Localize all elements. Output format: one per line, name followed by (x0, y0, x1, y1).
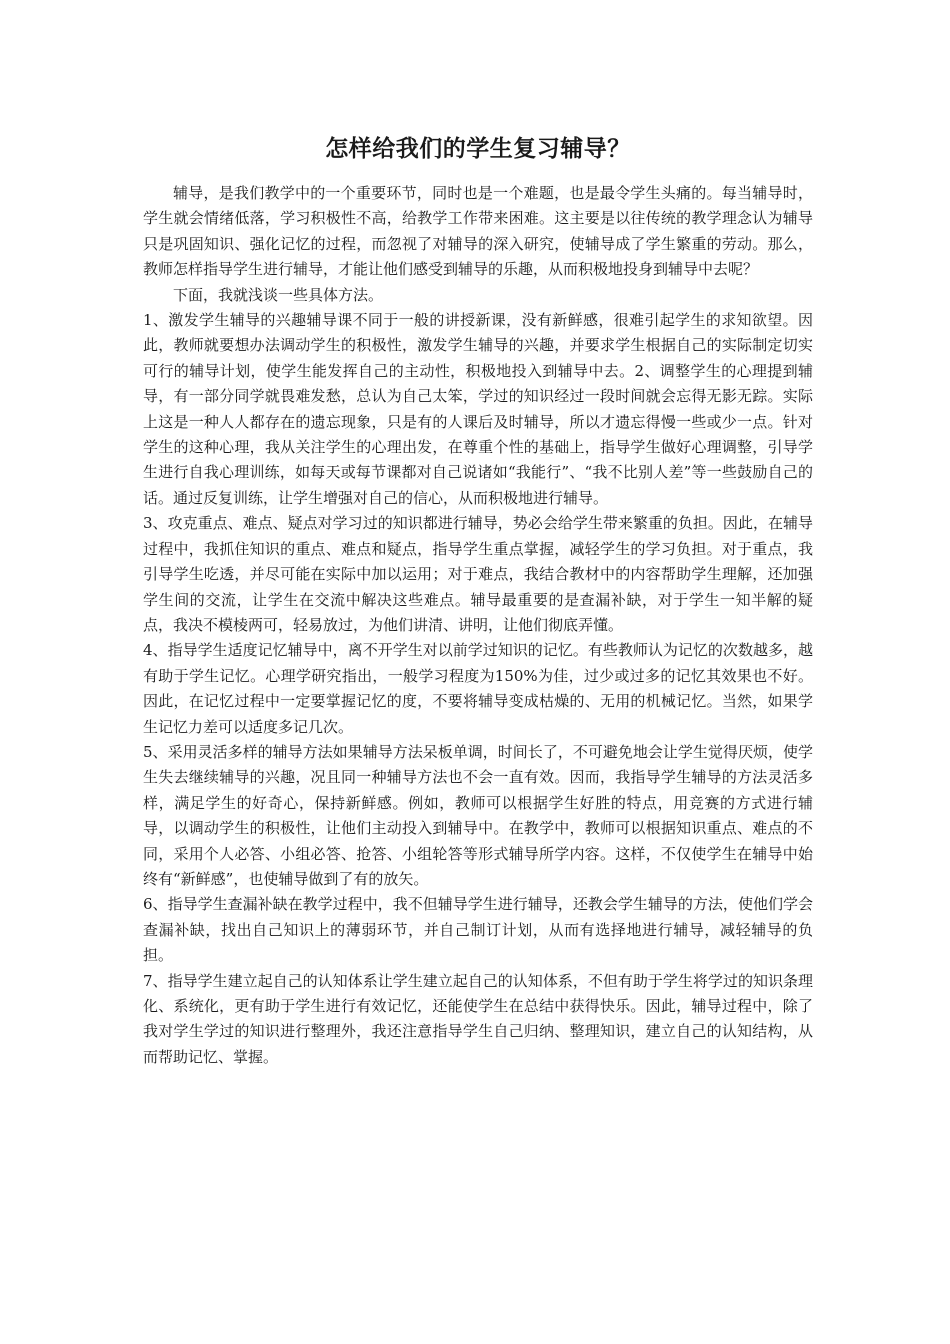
lead-paragraph: 下面，我就浅谈一些具体方法。 (173, 285, 384, 304)
section-paragraph-3: 3、攻克重点、难点、疑点对学习过的知识都进行辅导，势必会给学生带来繁重的负担。因此，在辅导过程中，我抓住知识的重点、难点和疑点，指导学生重点掌握，减轻学生的学习负担。对于重点，我引导学生吃透，并尽可能在实际中加以运用；对于难点，我结合教材中的内容帮助学生理解，还加强学生间的交流，让学生在交流中解决这些难点。辅导最重要的是查漏补缺，对于学生一知半解的疑点，我决不模棱两可，轻易放过，为他们讲清、讲明，让他们彻底弄懂。 (143, 514, 813, 634)
document-page (143, 128, 813, 1070)
section-paragraph-5: 5、采用灵活多样的辅导方法如果辅导方法呆板单调，时间长了，不可避免地会让学生觉得厌烦，使学生失去继续辅导的兴趣，况且同一种辅导方法也不会一直有效。因而，我指导学生辅导的方法灵活多样，满足学生的好奇心，保持新鲜感。例如，教师可以根据学生好胜的特点，用竞赛的方式进行辅导，以调动学生的积极性，让他们主动投入到辅导中。在教学中，教师可以根据知识重点、难点的不同，采用个人必答、小组必答、抢答、小组轮答等形式辅导所学内容。这样，不仅使学生在辅导中始终有“新鲜感”，也使辅导做到了有的放矢。 (143, 742, 813, 888)
document-title: 怎样给我们的学生复习辅导？ (325, 135, 631, 162)
section-paragraph-1-2: 1、激发学生辅导的兴趣辅导课不同于一般的讲授新课，没有新鲜感，很难引起学生的求知欲望。因此，教师就要想办法调动学生的积极性，激发学生辅导的兴趣，并要求学生根据自己的实际制定切实可行的辅导计划，使学生能发挥自己的主动性，积极地投入到辅导中去。2、调整学生的心理提到辅导，有一部分同学就畏难发愁，总认为自己太笨，学过的知识经过一段时间就会忘得无影无踪。实际上这是一种人人都存在的遗忘现象，只是有的人课后及时辅导，所以才遗忘得慢一些或少一点。针对学生的这种心理，我从关注学生的心理出发，在尊重个性的基础上，指导学生做好心理调整，引导学生进行自我心理训练，如每天或每节课都对自己说诸如“我能行”、“我不比别人差”等一些鼓励自己的话。通过反复训练，让学生增强对自己的信心，从而积极地进行辅导。 (143, 311, 813, 507)
intro-paragraph: 辅导，是我们教学中的一个重要环节，同时也是一个难题，也是最令学生头痛的。每当辅导时，学生就会情绪低落，学习积极性不高，给教学工作带来困难。这主要是以往传统的教学理念认为辅导只是巩固知识、强化记忆的过程，而忽视了对辅导的深入研究，使辅导成了学生繁重的劳动。那么，教师怎样指导学生进行辅导，才能让他们感受到辅导的乐趣，从而积极地投身到辅导中去呢？ (143, 184, 813, 279)
section-paragraph-7: 7、指导学生建立起自己的认知体系让学生建立起自己的认知体系，不但有助于学生将学过的知识条理化、系统化，更有助于学生进行有效记忆，还能使学生在总结中获得快乐。因此，辅导过程中，除了我对学生学过的知识进行整理外，我还注意指导学生自己归纳、整理知识，建立自己的认知结构，从而帮助记忆、掌握。 (143, 971, 813, 1066)
section-paragraph-6: 6、指导学生查漏补缺在教学过程中，我不但辅导学生进行辅导，还教会学生辅导的方法，使他们学会查漏补缺，找出自己知识上的薄弱环节，并自己制订计划，从而有选择地进行辅导，减轻辅导的负担。 (143, 895, 813, 965)
section-paragraph-4: 4、指导学生适度记忆辅导中，离不开学生对以前学过知识的记忆。有些教师认为记忆的次数越多，越有助于学生记忆。心理学研究指出，一般学习程度为150%为佳，过少或过多的记忆其效果也不好。因此，在记忆过程中一定要掌握记忆的度，不要将辅导变成枯燥的、无用的机械记忆。当然，如果学生记忆力差可以适度多记几次。 (143, 641, 813, 736)
